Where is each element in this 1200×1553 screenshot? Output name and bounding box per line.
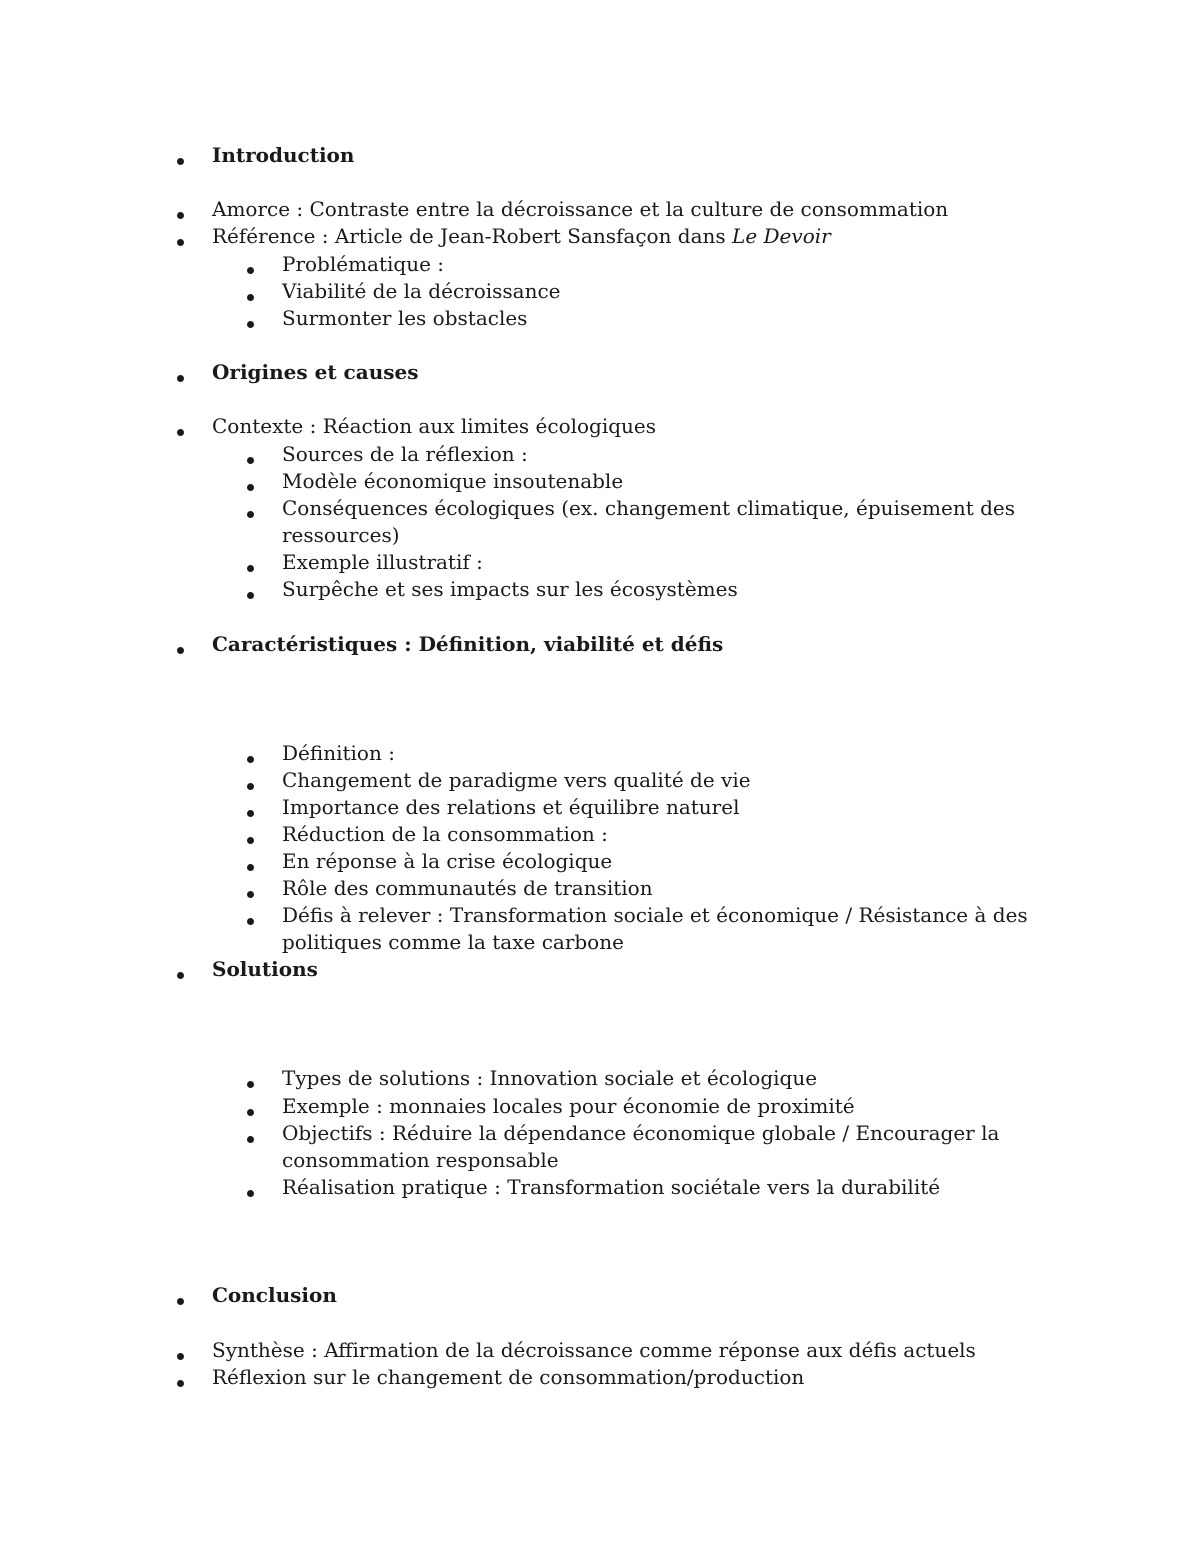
list-item-text: Amorce : Contraste entre la décroissance et la culture de consommation — [212, 197, 949, 221]
bullet-icon — [245, 794, 255, 821]
bullet-icon — [175, 1282, 185, 1309]
list-item-text: politiques comme la taxe carbone — [282, 930, 624, 954]
reference-prefix: Référence : Article de Jean-Robert Sansfaçon dans — [212, 224, 733, 248]
list-item-text: Importance des relations et équilibre naturel — [282, 795, 740, 819]
list-item-text: Défis à relever : Transformation sociale et économique / Résistance à des — [282, 903, 1028, 927]
bullet-icon — [245, 1120, 255, 1147]
bullet-icon — [245, 441, 255, 468]
list-item-text: Sources de la réflexion : — [282, 442, 528, 466]
bullet-icon — [245, 740, 255, 767]
bullet-icon — [245, 305, 255, 332]
heading-text: Solutions — [212, 957, 318, 981]
list-item-text: En réponse à la crise écologique — [282, 849, 613, 873]
bullet-icon — [245, 1174, 255, 1201]
bullet-icon — [175, 142, 185, 169]
list-item-text: consommation responsable — [282, 1148, 559, 1172]
list-item-text: Exemple illustratif : — [282, 550, 483, 574]
bullet-icon — [245, 278, 255, 305]
bullet-icon — [175, 413, 185, 440]
bullet-icon — [245, 468, 255, 495]
list-item-text: Réflexion sur le changement de consommation/production — [212, 1365, 805, 1389]
bullet-icon — [245, 576, 255, 603]
bullet-icon — [245, 1065, 255, 1092]
list-item-text: Problématique : — [282, 252, 445, 276]
heading-text: Caractéristiques : Définition, viabilité et défis — [212, 632, 724, 656]
list-item-text: Réalisation pratique : Transformation sociétale vers la durabilité — [282, 1175, 941, 1199]
list-item-text — [212, 223, 831, 250]
bullet-icon — [245, 495, 255, 522]
list-item-text: Modèle économique insoutenable — [282, 469, 624, 493]
heading-text: Introduction — [212, 143, 355, 167]
heading-text: Conclusion — [212, 1283, 337, 1307]
bullet-icon — [175, 1337, 185, 1364]
bullet-icon — [245, 251, 255, 278]
bullet-icon — [245, 767, 255, 794]
list-item-text: Rôle des communautés de transition — [282, 876, 653, 900]
bullet-icon — [175, 956, 185, 983]
list-item-text: Types de solutions : Innovation sociale et écologique — [282, 1066, 818, 1090]
bullet-icon — [175, 631, 185, 658]
bullet-icon — [245, 821, 255, 848]
bullet-icon — [245, 848, 255, 875]
bullet-icon — [245, 902, 255, 929]
list-item-text: Contexte : Réaction aux limites écologiques — [212, 414, 657, 438]
list-item-text: Surpêche et ses impacts sur les écosystèmes — [282, 577, 738, 601]
bullet-icon — [175, 196, 185, 223]
list-item-text: Conséquences écologiques (ex. changement climatique, épuisement des — [282, 496, 1016, 520]
bullet-icon — [245, 549, 255, 576]
list-item-text: Objectifs : Réduire la dépendance économique globale / Encourager la — [282, 1121, 1000, 1145]
list-item-text: Synthèse : Affirmation de la décroissance comme réponse aux défis actuels — [212, 1338, 976, 1362]
list-item-text: ressources) — [282, 523, 400, 547]
list-item-text: Définition : — [282, 741, 395, 765]
bullet-icon — [175, 359, 185, 386]
list-item-text: Exemple : monnaies locales pour économie de proximité — [282, 1094, 855, 1118]
bullet-icon — [175, 223, 185, 250]
bullet-icon — [175, 1364, 185, 1391]
bullet-icon — [245, 875, 255, 902]
list-item-text: Viabilité de la décroissance — [282, 279, 561, 303]
list-item-text: Changement de paradigme vers qualité de vie — [282, 768, 751, 792]
bullet-icon — [245, 1093, 255, 1120]
list-item-text: Réduction de la consommation : — [282, 822, 608, 846]
reference-source: Le Devoir — [732, 224, 831, 248]
list-item-text: Surmonter les obstacles — [282, 306, 528, 330]
heading-text: Origines et causes — [212, 360, 419, 384]
